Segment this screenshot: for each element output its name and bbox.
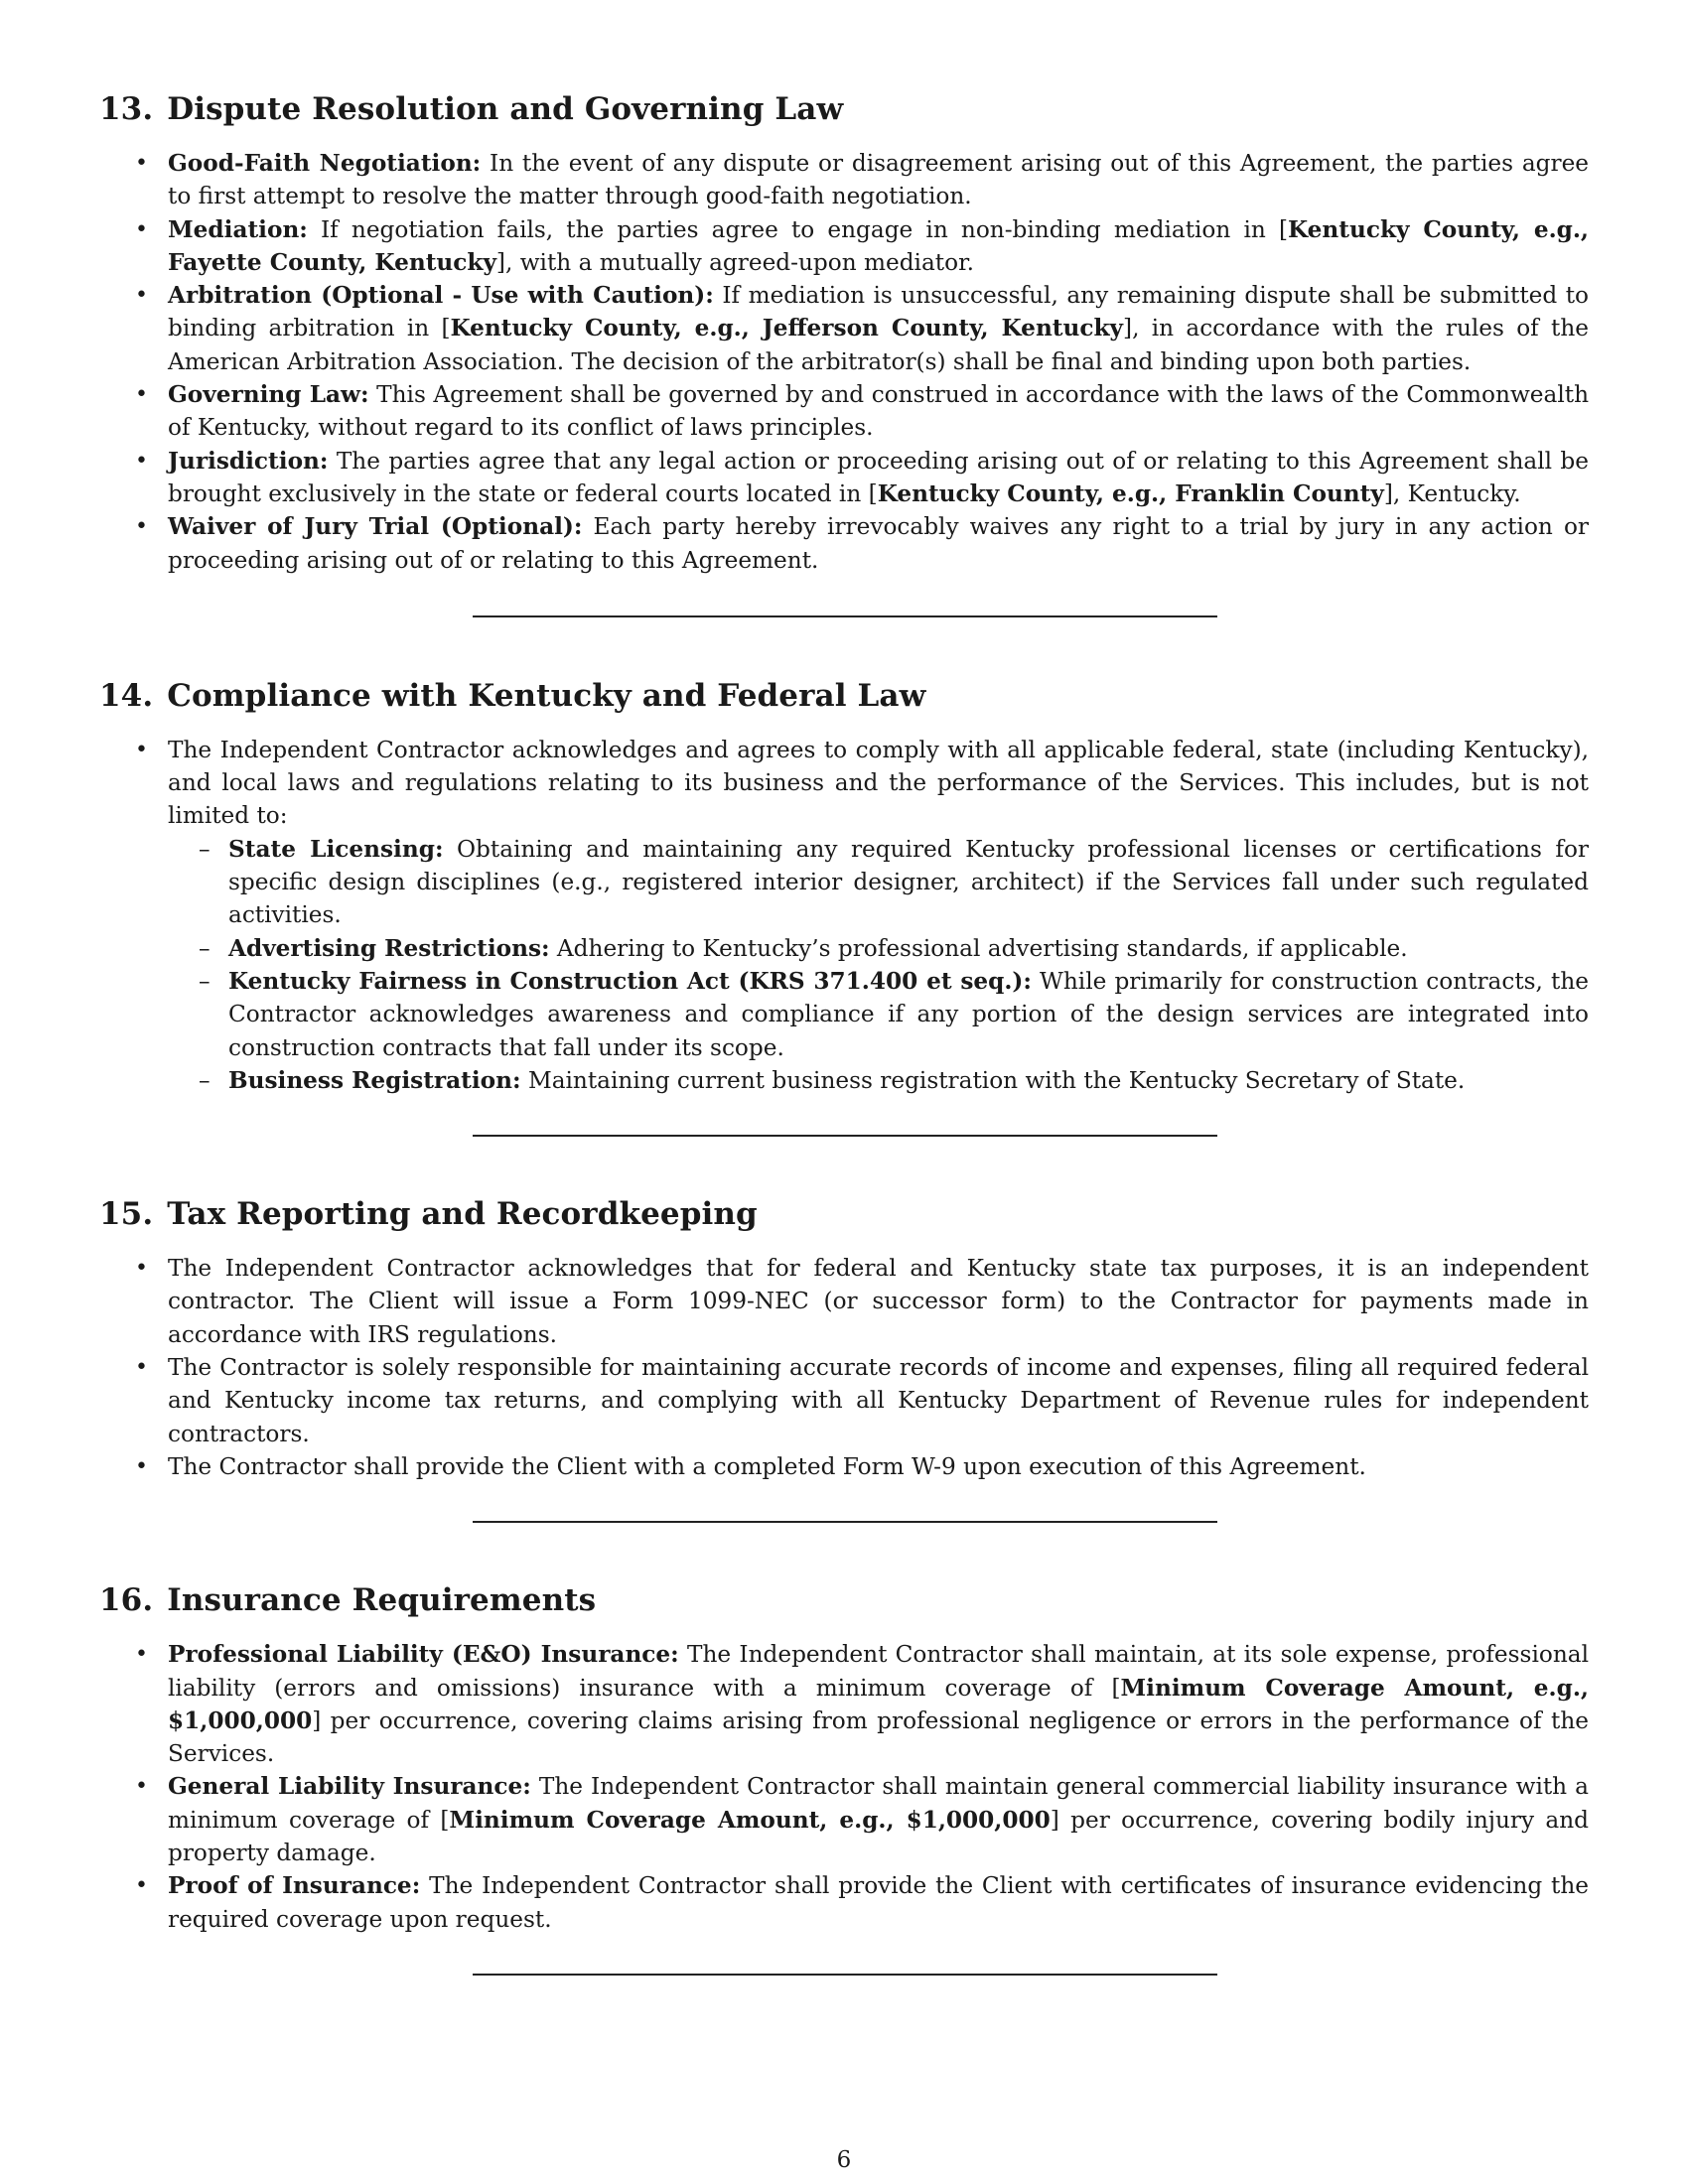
list-item: • The Contractor is solely responsible for maintaining accurate records of income and expenses, filing all required federal and Kentucky income tax returns, and complying with all Kentucky Department of Revenue rules for independent contractors. xyxy=(99,1351,1589,1450)
document-page xyxy=(99,91,1589,1976)
list-item: • The Contractor shall provide the Client with a completed Form W-9 upon execution of this Agreement. xyxy=(99,1450,1589,1483)
list-item: • Proof of Insurance: The Independent Contractor shall provide the Client with certificates of insurance evidencing the required coverage upon request. xyxy=(99,1869,1589,1936)
section-divider xyxy=(473,615,1217,617)
list-item: • Governing Law: This Agreement shall be governed by and construed in accordance with the laws of the Commonwealth of Kentucky, without regard to its conflict of laws principles. xyxy=(99,378,1589,445)
section-14 xyxy=(99,678,1589,1097)
section-heading: 13. Dispute Resolution and Governing Law xyxy=(99,91,844,127)
list-item: • Professional Liability (E&O) Insurance: The Independent Contractor shall maintain, at its sole expense, professional liability (errors and omissions) insurance with a minimum coverage of [Minimum Coverage Amount, e.g., $1,000,000] per occurrence, covering claims arising from professional negligence or errors in the performance of the Services. xyxy=(99,1638,1589,1770)
bullet-list xyxy=(99,1252,1589,1483)
bullet-list xyxy=(99,1638,1589,1936)
list-item: • Mediation: If negotiation fails, the parties agree to engage in non-binding mediation in [Kentucky County, e.g., Fayette County, Kentucky], with a mutually agreed-upon mediator. xyxy=(99,213,1589,280)
sub-list-item: – State Licensing: Obtaining and maintaining any required Kentucky professional licenses or certifications for specific design disciplines (e.g., registered interior designer, architect) if the Services fall under such regulated activities. xyxy=(168,833,1589,932)
sub-list xyxy=(99,833,1589,1097)
page-number: 6 xyxy=(836,2147,852,2173)
section-13 xyxy=(99,91,1589,577)
section-divider xyxy=(473,1974,1217,1976)
list-item: • The Independent Contractor acknowledges and agrees to comply with all applicable federal, state (including Kentucky), and local laws and regulations relating to its business and the performance of the Services. This includes, but is not limited to: – State Licensing: Obtaining and maintaining any required Kentucky professional licenses or certifications for specific design disciplines (e.g., registered interior designer, architect) if the Services fall under such regulated activities. – Advertising Restrictions: Adhering to Kentucky’s professional advertising standards, if applicable. – Kentucky Fairness in Construction Act (KRS 371.400 et seq.): While primarily for construction contracts, the Contractor acknowledges awareness and compliance if any portion of the design services are integrated into construction contracts that fall under its scope. – Business Registration: Maintaining current business registration with the Kentucky Secretary of State. xyxy=(99,734,1589,1097)
section-heading: 16. Insurance Requirements xyxy=(99,1582,597,1619)
list-item: • Jurisdiction: The parties agree that any legal action or proceeding arising out of or relating to this Agreement shall be brought exclusively in the state or federal courts located in [Kentucky County, e.g., Franklin County], Kentucky. xyxy=(99,445,1589,511)
section-16 xyxy=(99,1582,1589,1936)
section-15 xyxy=(99,1196,1589,1483)
list-item: • General Liability Insurance: The Independent Contractor shall maintain general commercial liability insurance with a minimum coverage of [Minimum Coverage Amount, e.g., $1,000,000] per occurrence, covering bodily injury and property damage. xyxy=(99,1770,1589,1869)
sub-list-item: – Advertising Restrictions: Adhering to Kentucky’s professional advertising standards, if applicable. xyxy=(168,932,1589,965)
list-item: • Arbitration (Optional - Use with Caution): If mediation is unsuccessful, any remaining dispute shall be submitted to binding arbitration in [Kentucky County, e.g., Jefferson County, Kentucky], in accordance with the rules of the American Arbitration Association. The decision of the arbitrator(s) shall be final and binding upon both parties. xyxy=(99,279,1589,378)
section-divider xyxy=(473,1521,1217,1523)
section-heading: 15. Tax Reporting and Recordkeeping xyxy=(99,1196,758,1233)
sub-list-item: – Kentucky Fairness in Construction Act (KRS 371.400 et seq.): While primarily for construction contracts, the Contractor acknowledges awareness and compliance if any portion of the design services are integrated into construction contracts that fall under its scope. xyxy=(168,965,1589,1064)
bullet-list xyxy=(99,734,1589,1097)
bullet-list xyxy=(99,147,1589,577)
list-item: • The Independent Contractor acknowledges that for federal and Kentucky state tax purposes, it is an independent contractor. The Client will issue a Form 1099-NEC (or successor form) to the Contractor for payments made in accordance with IRS regulations. xyxy=(99,1252,1589,1351)
sub-list-item: – Business Registration: Maintaining current business registration with the Kentucky Secretary of State. xyxy=(168,1064,1589,1097)
section-heading: 14. Compliance with Kentucky and Federal Law xyxy=(99,677,926,714)
list-item: • Waiver of Jury Trial (Optional): Each party hereby irrevocably waives any right to a trial by jury in any action or proceeding arising out of or relating to this Agreement. xyxy=(99,510,1589,577)
list-item: • Good-Faith Negotiation: In the event of any dispute or disagreement arising out of this Agreement, the parties agree to first attempt to resolve the matter through good-faith negotiation. xyxy=(99,147,1589,213)
section-divider xyxy=(473,1135,1217,1137)
